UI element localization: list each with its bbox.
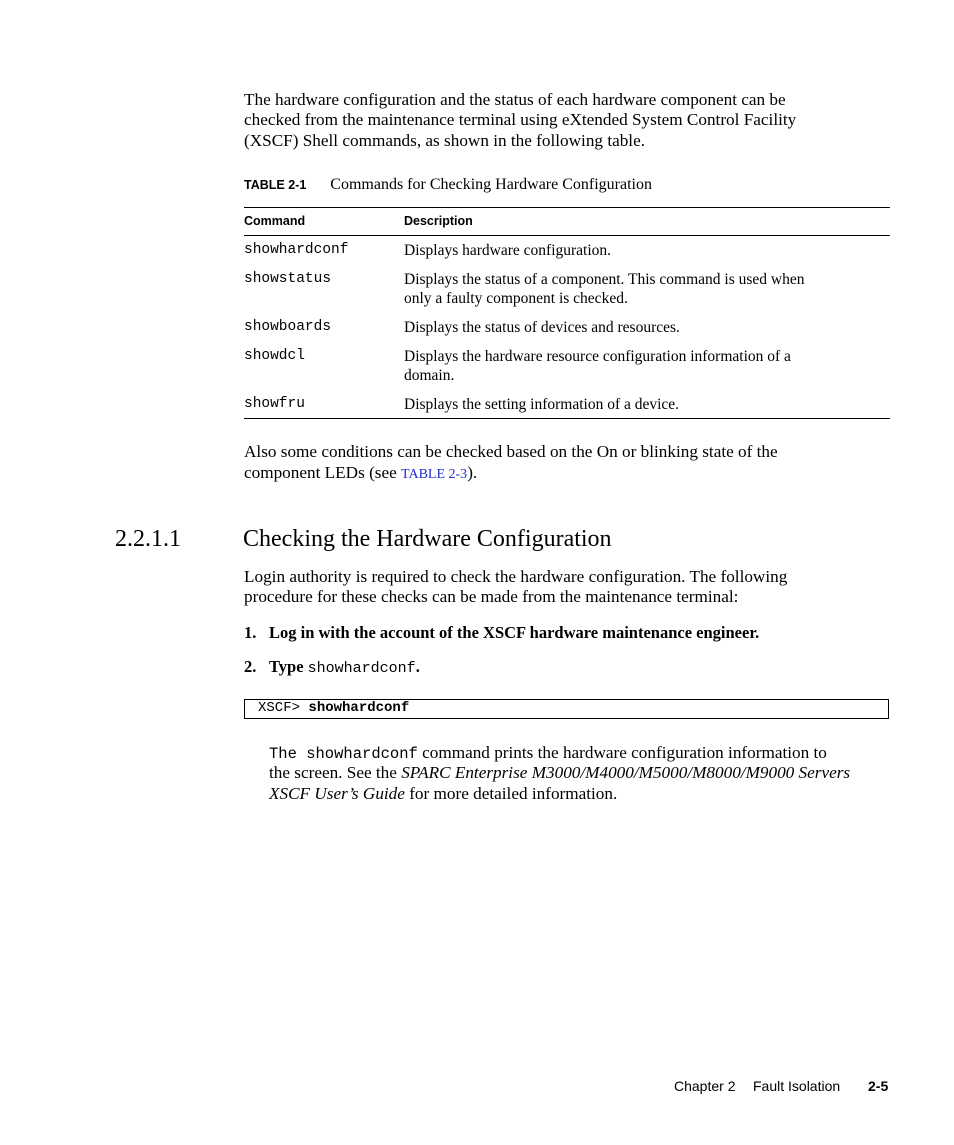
description-line: domain. [404,366,455,384]
description-line: Displays the status of devices and resources. [404,319,680,336]
login-line-1: Login authority is required to check the hardware configuration. The following [244,567,788,586]
step-code: showhardconf [307,660,416,677]
step-number: 1. [244,623,257,642]
result-line-2-prefix: the screen. See the [269,763,402,782]
also-line-2-prefix: component LEDs (see [244,463,402,482]
table-cell-description [404,319,874,338]
table-header-description: Description [404,214,473,228]
table-cell-description [404,242,874,261]
table-2-3-link[interactable]: TABLE 2-3 [401,467,468,482]
step-number: 2. [244,657,257,676]
guide-title-part-2: XSCF User’s Guide [269,784,405,803]
table-cell-description [404,271,874,308]
table-title: Commands for Checking Hardware Configuration [330,176,652,193]
table-cell-description [404,348,874,385]
section-number: 2.2.1.1 [115,526,181,552]
footer-title: Fault Isolation [753,1078,841,1094]
step-2 [244,657,420,677]
description-line: Displays the hardware resource configuration information of a [404,348,791,365]
table-top-rule [244,207,890,208]
description-line: Displays hardware configuration. [404,242,612,259]
table-cell-command: showstatus [244,271,332,287]
table-bottom-rule [244,418,890,419]
table-cell-command: showdcl [244,348,305,364]
description-line: only a faulty component is checked. [404,289,628,307]
table-header-command: Command [244,214,306,228]
code-prompt: XSCF> [258,700,309,716]
table-caption [244,176,652,194]
intro-line-1: The hardware configuration and the status of each hardware component can be [244,90,786,109]
intro-line-3: (XSCF) Shell commands, as shown in the following table. [244,131,646,150]
result-line-3 [269,784,617,805]
intro-line-2: checked from the maintenance terminal using eXtended System Control Facility [244,110,797,129]
section-title: Checking the Hardware Configuration [243,526,612,552]
step-text: Type [269,657,308,676]
login-line-2: procedure for these checks can be made from the maintenance terminal: [244,587,739,606]
result-line-2 [269,763,850,784]
guide-title-part-1: SPARC Enterprise M3000/M4000/M5000/M8000/M9000 Servers [401,763,851,782]
step-1 [244,623,759,643]
result-line-1-rest: command prints the hardware configuration information to [417,743,827,762]
footer-chapter: Chapter 2 [674,1078,736,1094]
description-line: Displays the setting information of a device. [404,396,680,413]
footer-page-number: 2-5 [868,1078,889,1094]
step-suffix: . [415,657,420,676]
table-label: TABLE 2-1 [244,178,307,192]
result-line-1 [269,743,827,765]
table-cell-command: showfru [244,396,305,412]
also-line-2-suffix: ). [467,463,478,482]
description-line: Displays the status of a component. This command is used when [404,271,805,288]
table-header-rule [244,235,890,236]
table-cell-description [404,396,874,415]
also-line-2 [244,463,477,486]
step-text: Log in with the account of the XSCF hardware maintenance engineer. [269,623,760,642]
result-code: The showhardconf [269,745,418,763]
table-cell-command: showhardconf [244,242,349,258]
code-example [244,699,889,719]
also-line-1: Also some conditions can be checked based on the On or blinking state of the [244,442,778,461]
code-command: showhardconf [308,700,410,716]
result-line-3-rest: for more detailed information. [404,784,618,803]
table-cell-command: showboards [244,319,332,335]
